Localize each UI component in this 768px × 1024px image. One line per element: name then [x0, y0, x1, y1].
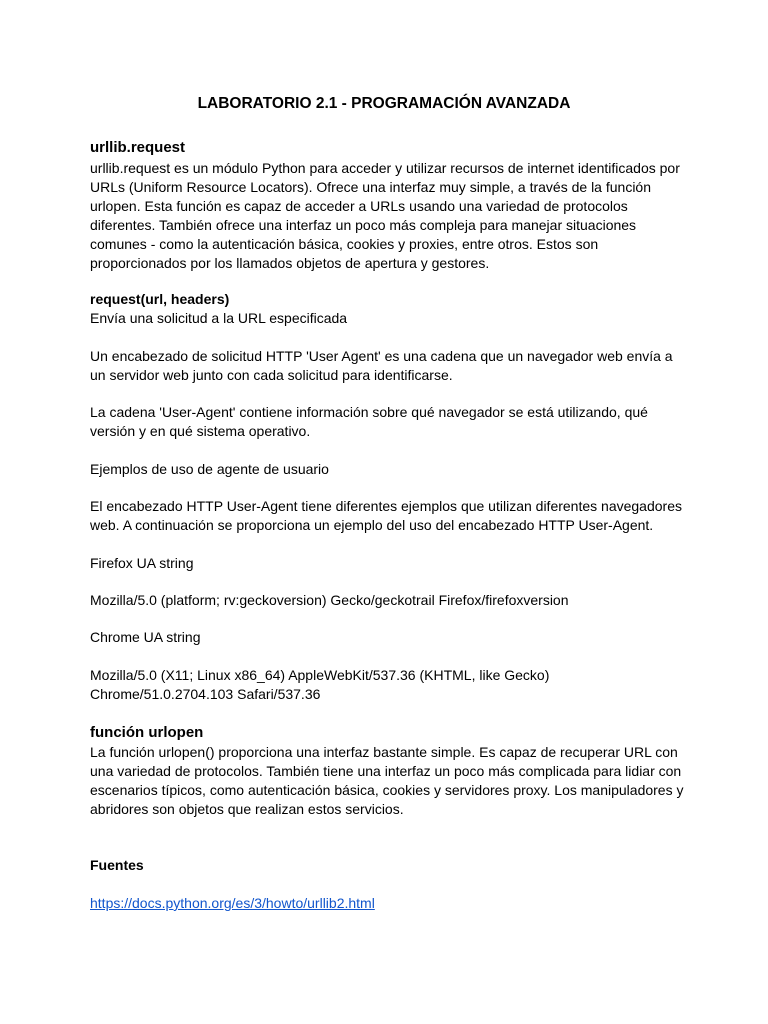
paragraph-line: abridores son objetos que realizan estos servicios. — [90, 801, 404, 817]
paragraph-line: Mozilla/5.0 (platform; rv:geckoversion) Gecko/geckotrail Firefox/firefoxversion — [90, 592, 569, 608]
paragraph-line: Chrome UA string — [90, 629, 201, 645]
section-heading-urlopen: función urlopen — [90, 724, 204, 741]
section-heading-request: request(url, headers) — [90, 291, 230, 307]
chrome-ua-label — [90, 628, 690, 647]
paragraph-line: URLs (Uniform Resource Locators). Ofrece una interfaz muy simple, a través de la función — [90, 179, 652, 195]
section-heading-sources: Fuentes — [90, 857, 144, 873]
paragraph-line: urllib.request es un módulo Python para acceder y utilizar recursos de internet identificados por — [90, 160, 680, 176]
paragraph-line: web. A continuación se proporciona un ejemplo del uso del encabezado HTTP User-Agent. — [90, 517, 654, 533]
source-link[interactable]: https://docs.python.org/es/3/howto/urllib2.html — [90, 895, 375, 911]
urllib-paragraph — [90, 159, 690, 273]
section-urllib-request — [90, 138, 690, 158]
paragraph-line: urlopen. Esta función es capaz de acceder a URLs usando una variedad de protocolos — [90, 198, 628, 214]
firefox-ua-value — [90, 591, 690, 610]
paragraph-line: Un encabezado de solicitud HTTP 'User Agent' es una cadena que un navegador web envía a — [90, 348, 673, 364]
section-sources — [90, 856, 690, 875]
paragraph-line: Chrome/51.0.2704.103 Safari/537.36 — [90, 686, 321, 702]
paragraph-line: Firefox UA string — [90, 555, 194, 571]
paragraph-line: escenarios típicos, como autenticación básica, cookies y servidores proxy. Los manipuladores y — [90, 782, 684, 798]
section-heading-urllib-request: urllib.request — [90, 139, 186, 156]
chrome-ua-value — [90, 666, 690, 704]
user-agent-string-paragraph — [90, 403, 690, 441]
user-agent-paragraph — [90, 347, 690, 385]
user-agent-examples-paragraph — [90, 497, 690, 535]
paragraph-line: proporcionados por los llamados objetos de apertura y gestores. — [90, 255, 490, 271]
examples-paragraph — [90, 460, 690, 479]
request-description: Envía una solicitud a la URL especificada — [90, 310, 348, 326]
section-urlopen — [90, 723, 690, 743]
paragraph-line: comunes - como la autenticación básica, cookies y proxies, entre otros. Estos son — [90, 236, 599, 252]
paragraph-line: El encabezado HTTP User-Agent tiene diferentes ejemplos que utilizan diferentes navegadores — [90, 498, 682, 514]
paragraph-line: La función urlopen() proporciona una interfaz bastante simple. Es capaz de recuperar URL con — [90, 744, 678, 760]
paragraph-line: versión y en qué sistema operativo. — [90, 423, 311, 439]
paragraph-line: Ejemplos de uso de agente de usuario — [90, 461, 329, 477]
firefox-ua-label — [90, 554, 690, 573]
paragraph-line: Mozilla/5.0 (X11; Linux x86_64) AppleWebKit/537.36 (KHTML, like Gecko) — [90, 667, 550, 683]
document-title: LABORATORIO 2.1 - PROGRAMACIÓN AVANZADA — [197, 95, 571, 112]
paragraph-line: una variedad de protocolos. También tiene una interfaz un poco más complicada para lidiar con — [90, 763, 682, 779]
sources-link-row — [90, 894, 690, 913]
paragraph-line: un servidor web junto con cada solicitud para identificarse. — [90, 367, 453, 383]
urlopen-paragraph — [90, 743, 690, 819]
paragraph-line: diferentes. También ofrece una interfaz un poco más compleja para manejar situaciones — [90, 217, 637, 233]
section-request — [90, 290, 690, 328]
paragraph-line: La cadena 'User-Agent' contiene información sobre qué navegador se está utilizando, qué — [90, 404, 648, 420]
